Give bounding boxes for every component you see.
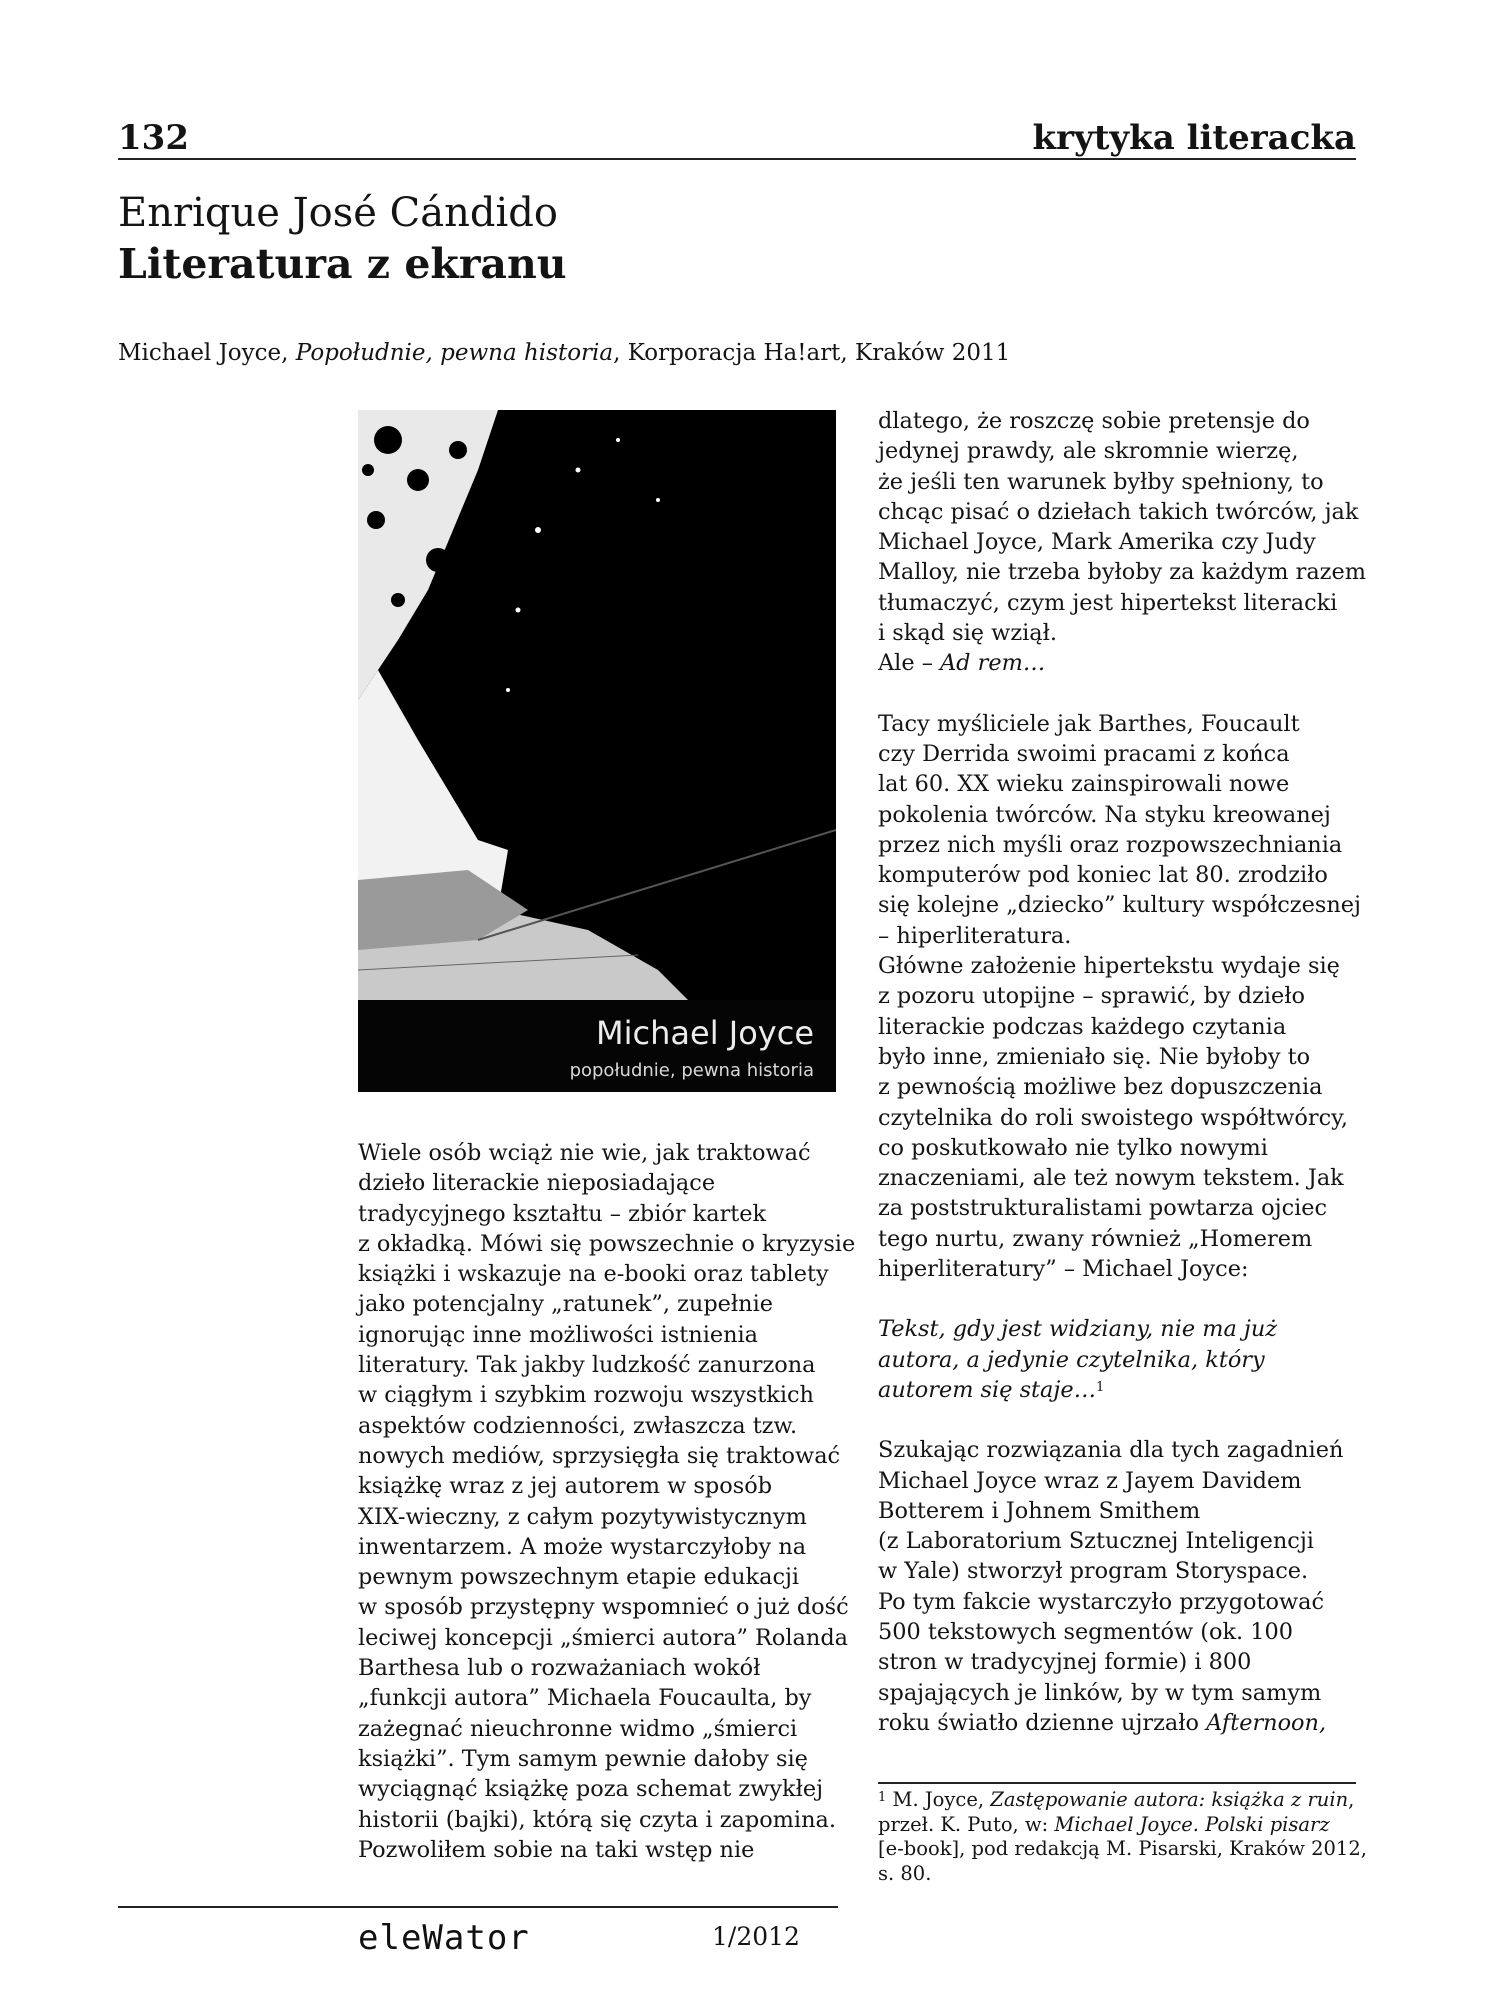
text-line: Pozwoliłem sobie na taki wstęp nie xyxy=(358,1836,755,1863)
text-line: pokolenia twórców. Na styku kreowanej xyxy=(878,801,1331,828)
paragraph-gap xyxy=(878,1405,1362,1435)
text-line: „funkcji autora” Michaela Foucaulta, by xyxy=(358,1685,812,1712)
cover-author: Michael Joyce xyxy=(596,1014,814,1052)
text-line: co poskutkowało nie tylko nowymi xyxy=(878,1134,1268,1161)
text-line: książki”. Tym samym pewnie dałoby się xyxy=(358,1745,808,1772)
text-line: hiperliteratury” – Michael Joyce: xyxy=(878,1256,1249,1283)
text-line: tego nurtu, zwany również „Homerem xyxy=(878,1225,1313,1252)
ale-prefix: Ale – xyxy=(878,650,941,677)
text-line: pewnym powszechnym etapie edukacji xyxy=(358,1564,800,1591)
footnote-rule xyxy=(878,1782,1356,1784)
footer-rule xyxy=(118,1906,838,1908)
text-line: przez nich myśli oraz rozpowszechniania xyxy=(878,831,1343,858)
book-cover-image xyxy=(358,410,836,1092)
text-line: i skąd się wziął. xyxy=(878,620,1058,647)
text-line: inwentarzem. A może wystarczyłoby na xyxy=(358,1533,807,1560)
footnote-text: przeł. K. Puto, w: xyxy=(878,1812,1055,1836)
footnote-mark: 1 xyxy=(878,1790,887,1805)
text-line: jako potencjalny „ratunek”, zupełnie xyxy=(358,1291,774,1318)
section-title: krytyka literacka xyxy=(1032,118,1356,158)
text-line: w sposób przystępny wspomnieć o już dość xyxy=(358,1594,849,1621)
text-line: lat 60. XX wieku zainspirowali nowe xyxy=(878,771,1290,798)
footnote-reference: 1 xyxy=(1096,1379,1105,1395)
text-line: stron w tradycyjnej formie) i 800 xyxy=(878,1649,1252,1676)
issue-number: 1/2012 xyxy=(712,1922,800,1951)
footnote-text: M. Joyce, xyxy=(886,1788,991,1811)
text-line xyxy=(878,1708,1362,1738)
text-line: czytelnika do roli swoistego współtwórcy, xyxy=(878,1104,1348,1131)
footnote-title: Zastępowanie autora: książka z ruin xyxy=(990,1788,1349,1811)
text-line: Malloy, nie trzeba byłoby za każdym razem xyxy=(878,559,1366,586)
text-line: komputerów pod koniec lat 80. zrodziło xyxy=(878,862,1328,889)
text-line: Botterem i Johnem Smithem xyxy=(878,1497,1201,1524)
text-line: było inne, zmieniało się. Nie byłoby to xyxy=(878,1043,1311,1070)
text-line: Michael Joyce wraz z Jayem Davidem xyxy=(878,1467,1302,1494)
text-line: za poststrukturalistami powtarza ojciec xyxy=(878,1195,1328,1222)
book-author: Michael Joyce, xyxy=(118,340,289,366)
footnote-text: , xyxy=(1348,1788,1355,1811)
text-line: nowych mediów, sprzysięgła się traktować xyxy=(358,1442,841,1469)
text-line: Wiele osób wciąż nie wie, jak traktować xyxy=(358,1140,811,1166)
footnote xyxy=(878,1788,1367,1886)
text-line: wyciągnąć książkę poza schemat zwykłej xyxy=(358,1776,824,1803)
text-line: Barthesa lub o rozważaniach wokół xyxy=(358,1655,761,1682)
text-line: aspektów codzienności, zwłaszcza tzw. xyxy=(358,1412,798,1439)
text-line: z pozoru utopijne – sprawić, by dzieło xyxy=(878,983,1306,1010)
text-line: się kolejne „dziecko” kultury współczesnej xyxy=(878,892,1361,919)
text-line: literatury. Tak jakby ludzkość zanurzona xyxy=(358,1352,816,1379)
ad-rem: Ad rem… xyxy=(940,650,1046,677)
text-line: Po tym fakcie wystarczyło przygotować xyxy=(878,1588,1325,1615)
quote-end: autorem się staje… xyxy=(878,1376,1096,1403)
text-line: dlatego, że roszczę sobie pretensje do xyxy=(878,408,1310,434)
text-line: znaczeniami, ale też nowym tekstem. Jak xyxy=(878,1165,1344,1192)
text-line: zażegnać nieuchronne widmo „śmierci xyxy=(358,1715,798,1742)
text-line: Tacy myśliciele jak Barthes, Foucault xyxy=(878,710,1300,737)
text-line: z okładką. Mówi się powszechnie o kryzysie xyxy=(358,1230,856,1257)
text-line: 500 tekstowych segmentów (ok. 100 xyxy=(878,1618,1294,1645)
cover-title: popołudnie, pewna historia xyxy=(569,1060,814,1081)
text-fragment: roku światło dzienne ujrzało xyxy=(878,1709,1207,1736)
footnote-line xyxy=(878,1788,1358,1813)
footnote-line xyxy=(878,1813,1358,1838)
paragraph-gap xyxy=(878,679,1362,709)
text-line: Szukając rozwiązania dla tych zagadnień xyxy=(878,1437,1344,1464)
text-line: książki i wskazuje na e-booki oraz tablety xyxy=(358,1261,829,1288)
text-line: leciwej koncepcji „śmierci autora” Rolanda xyxy=(358,1624,849,1651)
text-line: Michael Joyce, Mark Amerika czy Judy xyxy=(878,529,1316,556)
footnote-line: s. 80. xyxy=(878,1861,932,1885)
article-title: Literatura z ekranu xyxy=(118,240,567,288)
text-line: w Yale) stworzył program Storyspace. xyxy=(878,1558,1309,1585)
text-line: dzieło literackie nieposiadające xyxy=(358,1170,716,1197)
text-line: spajających je linków, by w tym samym xyxy=(878,1679,1322,1706)
text-line: w ciągłym i szybkim rozwoju wszystkich xyxy=(358,1382,814,1409)
text-line: chcąc pisać o dziełach takich twórców, jak xyxy=(878,498,1359,525)
magazine-logo: eleWator xyxy=(358,1918,530,1958)
footnote-title: Michael Joyce. Polski pisarz xyxy=(1054,1812,1330,1836)
text-line: czy Derrida swoimi pracami z końca xyxy=(878,740,1290,767)
article-author: Enrique José Cándido xyxy=(118,190,558,236)
afternoon-title: Afternoon, xyxy=(1206,1709,1327,1736)
text-line: (z Laboratorium Sztucznej Inteligencji xyxy=(878,1528,1314,1555)
text-line: tłumaczyć, czym jest hipertekst literacki xyxy=(878,589,1338,616)
quote-line: Tekst, gdy jest widziany, nie ma już xyxy=(878,1316,1278,1343)
paragraph-gap xyxy=(878,1284,1362,1314)
cover-photo xyxy=(358,410,836,1092)
text-line xyxy=(878,648,1362,678)
text-line: jedynej prawdy, ale skromnie wierzę, xyxy=(878,438,1299,465)
text-line: literackie podczas każdego czytania xyxy=(878,1013,1287,1040)
text-line: historii (bajki), którą się czyta i zapomina. xyxy=(358,1806,836,1833)
text-line: że jeśli ten warunek byłby spełniony, to xyxy=(878,468,1324,495)
book-reference xyxy=(118,340,1010,366)
text-line: – hiperliteratura. xyxy=(878,922,1072,949)
footnote-line: [e-book], pod redakcją M. Pisarski, Kraków 2012, xyxy=(878,1837,1367,1861)
header-rule xyxy=(118,158,1356,160)
book-title: Popołudnie, pewna historia xyxy=(295,340,614,366)
text-line: XIX-wieczny, z całym pozytywistycznym xyxy=(358,1503,807,1530)
text-line: z pewnością możliwe bez dopuszczenia xyxy=(878,1074,1323,1101)
text-line: ignorując inne możliwości istnienia xyxy=(358,1321,759,1348)
book-publisher: , Korporacja Ha!art, Kraków 2011 xyxy=(613,340,1011,366)
left-text-column xyxy=(358,1138,856,1865)
text-line: książkę wraz z jej autorem w sposób xyxy=(358,1473,773,1500)
right-text-column xyxy=(878,406,1366,1738)
page-number: 132 xyxy=(118,118,189,158)
text-line: tradycyjnego kształtu – zbiór kartek xyxy=(358,1200,767,1227)
quote-line xyxy=(878,1375,1362,1405)
text-line: Główne założenie hipertekstu wydaje się xyxy=(878,953,1340,980)
quote-line: autora, a jedynie czytelnika, który xyxy=(878,1346,1265,1373)
